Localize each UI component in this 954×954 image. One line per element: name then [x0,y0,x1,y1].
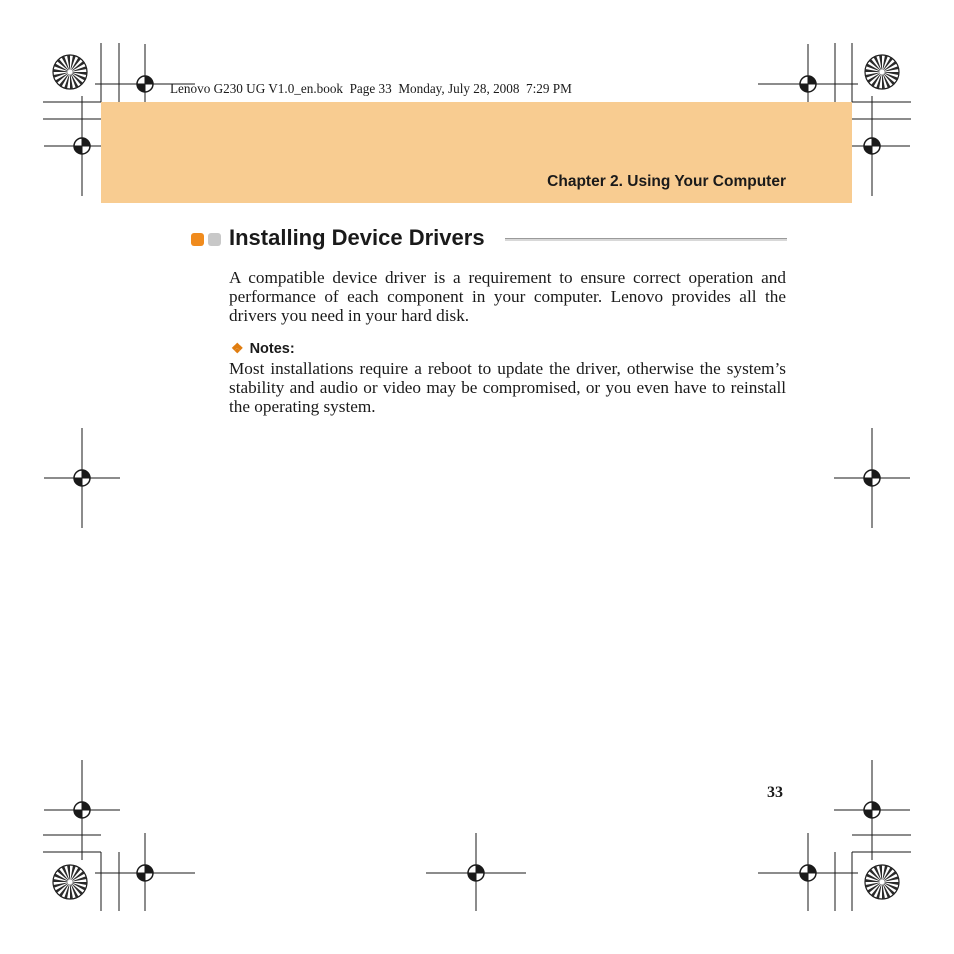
notes-paragraph: Most installations require a reboot to update the driver, otherwise the system’s stability and audio or video may be compromised, or you even have to reinstall the operating system. [229,359,786,416]
body-paragraph: A compatible device driver is a requirement to ensure correct operation and performance of each component in your computer. Lenovo provides all the drivers you need in your hard disk. [229,268,786,325]
notes-label: Notes: [249,341,295,357]
registration-mark-icon [426,833,526,911]
registration-mark-icon [758,833,858,911]
registration-mark-icon [44,760,120,860]
print-slug-line: Lenovo G230 UG V1.0_en.book Page 33 Monday, July 28, 2008 7:29 PM [170,81,572,96]
notes-heading [231,340,295,358]
section-rule [505,238,787,241]
gray-square-icon [208,233,221,246]
chapter-header-band [101,102,852,203]
chapter-title: Chapter 2. Using Your Computer [547,173,786,190]
registration-mark-icon [834,428,910,528]
registration-mark-icon [834,760,910,860]
color-bar-sunburst-icon [53,55,87,89]
registration-mark-icon [44,428,120,528]
color-bar-sunburst-icon [865,55,899,89]
section-title: Installing Device Drivers [229,225,485,250]
page-number: 33 [767,784,783,801]
section-heading [191,226,787,252]
orange-square-icon [191,233,204,246]
registration-mark-icon [95,833,195,911]
diamond-bullet-icon: ❖ [231,340,244,356]
color-bar-sunburst-icon [53,865,87,899]
color-bar-sunburst-icon [865,865,899,899]
